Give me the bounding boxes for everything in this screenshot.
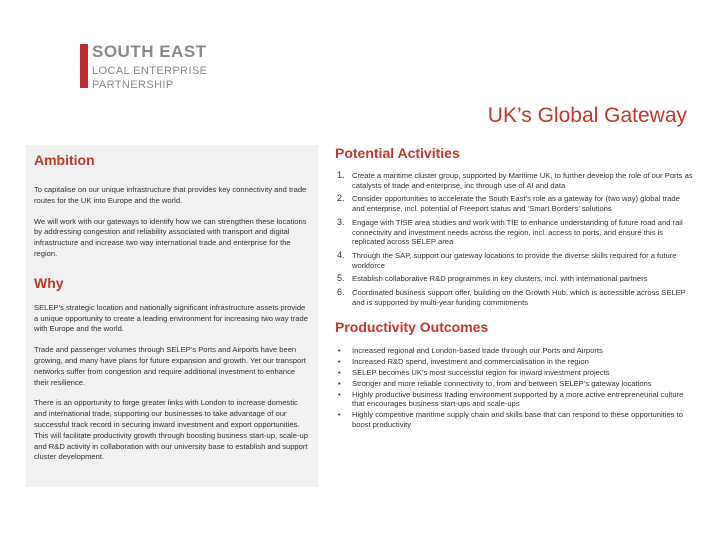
bullet-icon: • [338,357,341,367]
potential-activities-heading: Potential Activities [335,145,460,161]
why-paragraph: There is an opportunity to forge greater links with London to increase domestic and international trade, supporting our businesses to take advantage of our successful track record in securing inward investment and export opportunities. This will facilitate productivity growth through boosting business start-up, scale-up and R&D activity in collaboration with our university base to establish and support cluster development. [34,398,308,462]
item-number: 2. [337,193,345,204]
item-text: Increased R&D spend, investment and commercialisation in the region [352,357,589,367]
list-item [335,410,693,430]
bullet-icon: • [338,389,341,399]
right-panel [335,145,693,431]
ambition-paragraph: To capitalise on our unique infrastructure that provides key connectivity and trade routes for the UK into Europe and the world. [34,185,307,205]
bullet-icon: • [338,368,341,378]
item-text: Highly productive business trading environment supported by a more active entrepreneurial culture that encourages business start-ups and scale-ups [352,389,684,409]
logo-line-3: PARTNERSHIP [92,79,174,91]
item-number: 5. [337,273,345,284]
activities-list [335,171,693,307]
list-item [335,390,693,410]
left-panel [26,145,318,487]
item-text: Increased regional and London-based trade through our Ports and Airports [352,346,603,356]
list-item [335,218,693,247]
item-text: Create a maritime cluster group, supported by Maritime UK, to further develop the role of our Ports as catalysts of trade and enterprise, inc through use of AI and data [352,171,693,190]
list-item [335,274,693,284]
outcomes-list [335,346,693,429]
ambition-paragraph: We will work with our gateways to identify how we can strengthen these locations by addressing congestion and reliability associated with transport and digital infrastructure and increase two way international trade and enterprise for the region. [34,216,307,258]
item-text: Through the SAP, support our gateway locations to provide the diverse skills required for a future workforce [352,250,677,270]
item-text: Coordinated business support offer, building on the Growth Hub, which is accessible across SELEP and is supported by multi-year funding commitments [352,288,686,307]
logo-line-2: LOCAL ENTERPRISE [92,65,208,77]
list-item [335,288,693,307]
productivity-outcomes-heading: Productivity Outcomes [335,319,489,336]
why-paragraph: Trade and passenger volumes through SELEP’s Ports and Airports have been growing, and many have plans for future expansion and growth. Yet our transport networks suffer from congestion and require additional investment to enhance their resilience. [34,345,306,387]
ambition-text [34,185,310,260]
list-item [335,357,693,367]
list-item [335,346,693,356]
list-item [335,251,693,270]
item-text: Establish collaborative R&D programmes in key clusters, incl. with international partners [352,274,648,284]
item-number: 4. [337,249,345,260]
item-text: Engage with TfSE area studies and work with TfE to enhance understanding of future road and rail connectivity and investment needs across the region, incl. access to ports, and ensure this is replicated across SELEP area [352,217,683,247]
bullet-icon: • [338,410,341,420]
ambition-heading: Ambition [34,152,95,168]
item-text: Consider opportunities to accelerate the South East’s role as a gateway for (two way) global trade and enterprise, incl. potential of Freeport status and ‘Smart Borders’ solutions [352,194,680,214]
why-paragraph: SELEP’s strategic location and nationally significant infrastructure assets provide a unique opportunity to create a leading environment for increasing two way trade with Europe and the world. [34,302,308,334]
item-text: SELEP becomes UK’s most successful region for inward investment projects [352,368,610,378]
item-number: 1. [337,170,345,180]
page-title: UK’s Global Gateway [487,104,687,127]
list-item [335,171,693,190]
item-text: Stronger and more reliable connectivity to, from and between SELEP’s gateway locations [352,378,652,388]
list-item [335,194,693,213]
selep-logo [80,42,270,98]
why-text [34,303,310,463]
item-number: 6. [337,287,345,298]
logo-mark [80,44,88,88]
list-item [335,379,693,389]
bullet-icon: • [338,378,341,388]
logo-line-1: SOUTH EAST [92,42,207,61]
list-item [335,368,693,378]
why-heading: Why [34,274,64,291]
bullet-icon: • [338,346,341,356]
item-number: 3. [337,216,345,227]
item-text: Highly competitive maritime supply chain and skills base that can respond to these opportunities to boost productivity [352,410,683,430]
